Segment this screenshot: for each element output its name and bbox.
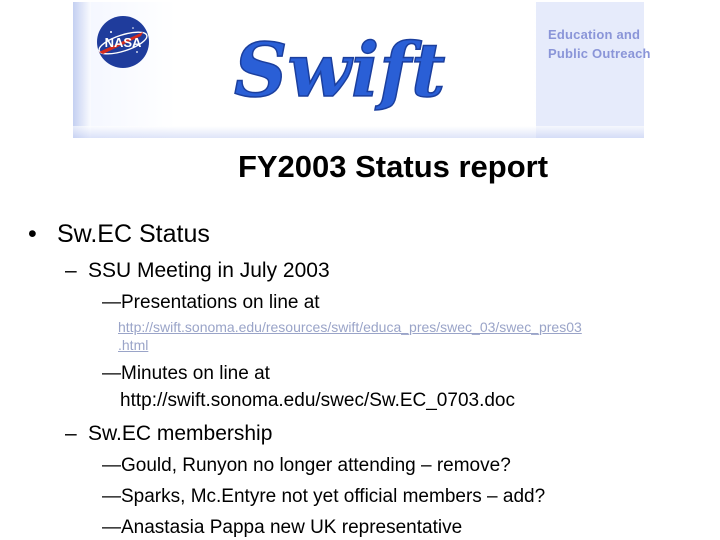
swift-wordmark-text: Swift bbox=[234, 28, 446, 114]
minutes-url: http://swift.sonoma.edu/swec/Sw.EC_0703.doc bbox=[120, 390, 515, 411]
nasa-logo-text: NASA bbox=[104, 35, 142, 50]
presentations-link-line-1[interactable]: http://swift.sonoma.edu/resources/swift/educa_pres/swec_03/swec_pres03 bbox=[118, 319, 582, 335]
sub-bullet-membership: Sw.EC membership bbox=[88, 422, 273, 445]
banner-edge-shadow bbox=[73, 2, 91, 138]
outreach-line-2: Public Outreach bbox=[548, 46, 651, 61]
slide-title: FY2003 Status report bbox=[237, 149, 549, 184]
presentations-link-line-2[interactable]: .html bbox=[118, 337, 149, 353]
nasa-logo bbox=[93, 12, 153, 72]
minutes-text: —Minutes on line at bbox=[102, 363, 270, 384]
membership-item: —Sparks, Mc.Entyre not yet official members – add? bbox=[102, 486, 546, 507]
bullet-marker: • bbox=[28, 220, 37, 248]
presentations-text: —Presentations on line at bbox=[102, 292, 320, 313]
outreach-line-1: Education and bbox=[548, 27, 641, 42]
bullet-sw-ec-status: Sw.EC Status bbox=[57, 220, 210, 248]
swift-wordmark bbox=[230, 18, 460, 114]
dash-marker-meeting: – bbox=[65, 259, 77, 282]
banner-right-panel bbox=[536, 2, 644, 138]
sub-bullet-meeting: SSU Meeting in July 2003 bbox=[88, 259, 330, 282]
dash-marker-membership: – bbox=[65, 422, 77, 445]
membership-item: —Gould, Runyon no longer attending – remove? bbox=[102, 455, 511, 476]
membership-item: —Anastasia Pappa new UK representative bbox=[102, 517, 463, 538]
banner-bottom-fade bbox=[73, 126, 644, 138]
